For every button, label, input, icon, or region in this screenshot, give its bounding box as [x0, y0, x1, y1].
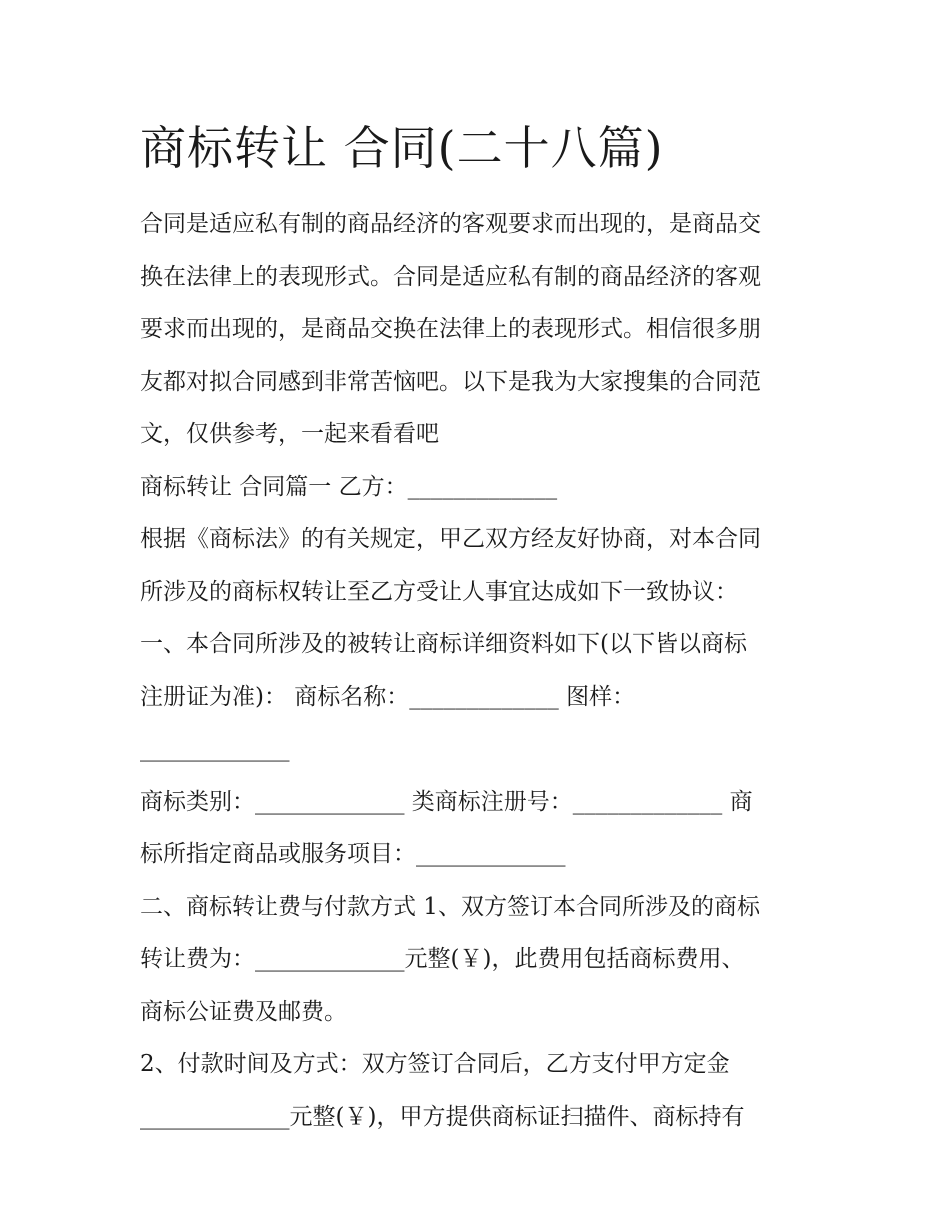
- body-line: 转让费为：_____________元整(￥)，此费用包括商标费用、: [140, 946, 745, 972]
- document-title: 商标转让 合同(二十八篇): [140, 121, 664, 175]
- body-line: 所涉及的商标权转让至乙方受让人事宜达成如下一致协议：: [140, 578, 738, 605]
- body-line: _____________: [140, 736, 290, 762]
- body-line: 文，仅供参考，一起来看看吧: [140, 421, 439, 447]
- body-line: 要求而出现的，是商品交换在法律上的表现形式。相信很多朋: [140, 316, 761, 342]
- body-line: 2、付款时间及方式：双方签订合同后，乙方支付甲方定金: [140, 1051, 730, 1077]
- body-line: 友都对拟合同感到非常苦恼吧。以下是我为大家搜集的合同范: [140, 368, 761, 395]
- body-line: 根据《商标法》的有关规定，甲乙双方经友好协商，对本合同: [140, 526, 761, 552]
- section-heading-line: 商标转让 合同篇一 乙方：_____________: [140, 473, 558, 500]
- body-line: 二、商标转让费与付款方式 1、双方签订本合同所涉及的商标: [140, 893, 760, 920]
- body-line: 一、本合同所涉及的被转让商标详细资料如下(以下皆以商标: [140, 631, 747, 657]
- body-line: 标所指定商品或服务项目：_____________: [140, 841, 566, 867]
- body-line: 合同是适应私有制的商品经济的客观要求而出现的，是商品交: [140, 211, 761, 237]
- body-line: 注册证为准)： 商标名称：_____________ 图样：: [140, 683, 636, 710]
- body-line: 商标类别：_____________ 类商标注册号：_____________ 商: [140, 788, 753, 815]
- body-line: 商标公证费及邮费。: [140, 998, 347, 1025]
- body-line: _____________元整(￥)，甲方提供商标证扫描件、商标持有: [140, 1103, 745, 1130]
- body-line: 换在法律上的表现形式。合同是适应私有制的商品经济的客观: [140, 263, 761, 290]
- document-body: [140, 198, 820, 1143]
